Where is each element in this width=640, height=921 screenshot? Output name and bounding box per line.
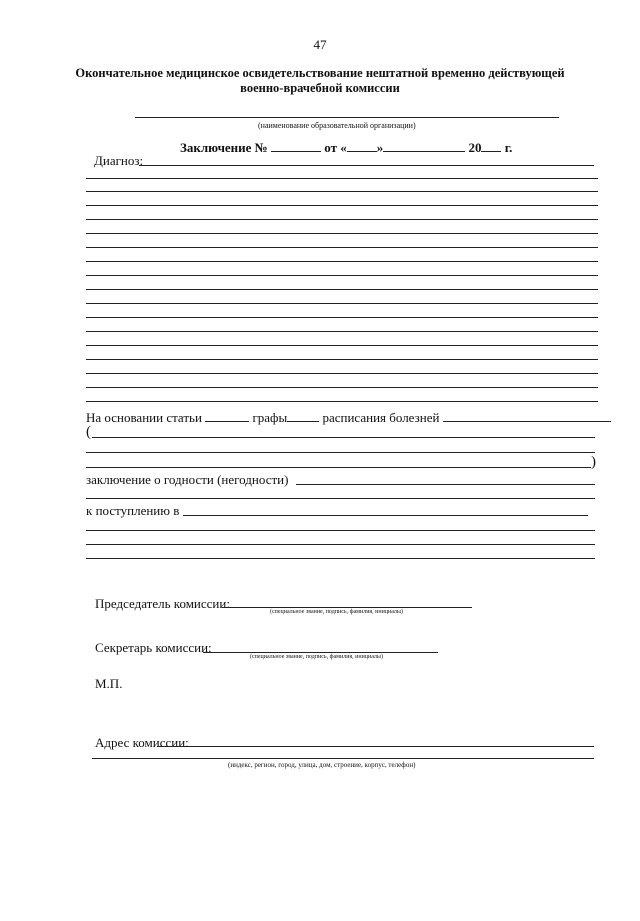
chair-signature-field[interactable] bbox=[222, 607, 472, 608]
diagnosis-line[interactable] bbox=[86, 191, 598, 192]
schedule-field[interactable] bbox=[443, 409, 611, 422]
diagnosis-line[interactable] bbox=[86, 373, 598, 374]
diagnosis-line[interactable] bbox=[86, 359, 598, 360]
address-label: Адрес комиссии: bbox=[95, 735, 189, 750]
diagnosis-field[interactable] bbox=[139, 165, 594, 166]
document-title bbox=[60, 66, 580, 96]
conclusion-day-field[interactable] bbox=[347, 139, 377, 152]
conclusion-quote-close: » bbox=[376, 140, 384, 155]
diagnosis-line[interactable] bbox=[86, 219, 598, 220]
article-field[interactable] bbox=[205, 409, 249, 422]
admission-line[interactable] bbox=[86, 558, 595, 559]
open-paren: ( bbox=[86, 424, 91, 440]
column-field[interactable] bbox=[287, 409, 319, 422]
admission-field[interactable] bbox=[183, 515, 588, 516]
conclusion-from: от « bbox=[324, 140, 347, 155]
diagnosis-line[interactable] bbox=[86, 261, 598, 262]
conclusion-year-suffix: г. bbox=[504, 140, 513, 155]
address-line[interactable] bbox=[92, 758, 594, 759]
basis-line[interactable] bbox=[92, 437, 595, 438]
diagnosis-line[interactable] bbox=[86, 303, 598, 304]
chair-label: Председатель комиссии: bbox=[95, 596, 230, 611]
basis-line[interactable] bbox=[86, 452, 595, 453]
page-number: 47 bbox=[313, 37, 327, 52]
basis-row bbox=[86, 409, 611, 426]
address-field[interactable] bbox=[157, 746, 594, 747]
diagnosis-line[interactable] bbox=[86, 178, 598, 179]
title-line-1: Окончательное медицинское освидетельствование нештатной временно действующей bbox=[75, 66, 565, 80]
fitness-line[interactable] bbox=[86, 498, 595, 499]
stamp-label: М.П. bbox=[95, 676, 123, 691]
basis-line[interactable] bbox=[86, 467, 591, 468]
org-name-field[interactable] bbox=[135, 117, 559, 118]
diagnosis-line[interactable] bbox=[86, 345, 598, 346]
conclusion-number-field[interactable] bbox=[271, 139, 321, 152]
conclusion-year-field[interactable] bbox=[481, 139, 501, 152]
title-line-2: военно-врачебной комиссии bbox=[240, 81, 400, 95]
diagnosis-line[interactable] bbox=[86, 247, 598, 248]
diagnosis-line[interactable] bbox=[86, 387, 598, 388]
admission-label: к поступлению в bbox=[86, 503, 180, 518]
org-caption: (наименование образовательной организации) bbox=[258, 121, 416, 130]
basis-column-label: графы bbox=[252, 410, 288, 425]
secretary-caption: (специальное звание, подпись, фамилия, инициалы) bbox=[250, 654, 383, 660]
secretary-signature-field[interactable] bbox=[203, 652, 438, 653]
diagnosis-line[interactable] bbox=[86, 331, 598, 332]
diagnosis-label: Диагноз: bbox=[94, 153, 144, 168]
diagnosis-line[interactable] bbox=[86, 317, 598, 318]
basis-article-label: На основании статьи bbox=[86, 410, 202, 425]
diagnosis-line[interactable] bbox=[86, 289, 598, 290]
secretary-label: Секретарь комиссии: bbox=[95, 640, 212, 655]
admission-line[interactable] bbox=[86, 544, 595, 545]
admission-line[interactable] bbox=[86, 530, 595, 531]
diagnosis-line[interactable] bbox=[86, 401, 598, 402]
conclusion-month-field[interactable] bbox=[383, 139, 465, 152]
diagnosis-line[interactable] bbox=[86, 275, 598, 276]
fitness-field[interactable] bbox=[296, 484, 595, 485]
chair-caption: (специальное звание, подпись, фамилия, инициалы) bbox=[270, 609, 403, 615]
close-paren: ) bbox=[591, 454, 596, 470]
diagnosis-line[interactable] bbox=[86, 205, 598, 206]
conclusion-row bbox=[180, 139, 512, 156]
fitness-label: заключение о годности (негодности) bbox=[86, 472, 289, 487]
basis-schedule-label: расписания болезней bbox=[322, 410, 440, 425]
conclusion-year-prefix: 20 bbox=[468, 140, 482, 155]
address-caption: (индекс, регион, город, улица, дом, строение, корпус, телефон) bbox=[228, 761, 416, 769]
diagnosis-line[interactable] bbox=[86, 233, 598, 234]
conclusion-label: Заключение № bbox=[180, 140, 268, 155]
